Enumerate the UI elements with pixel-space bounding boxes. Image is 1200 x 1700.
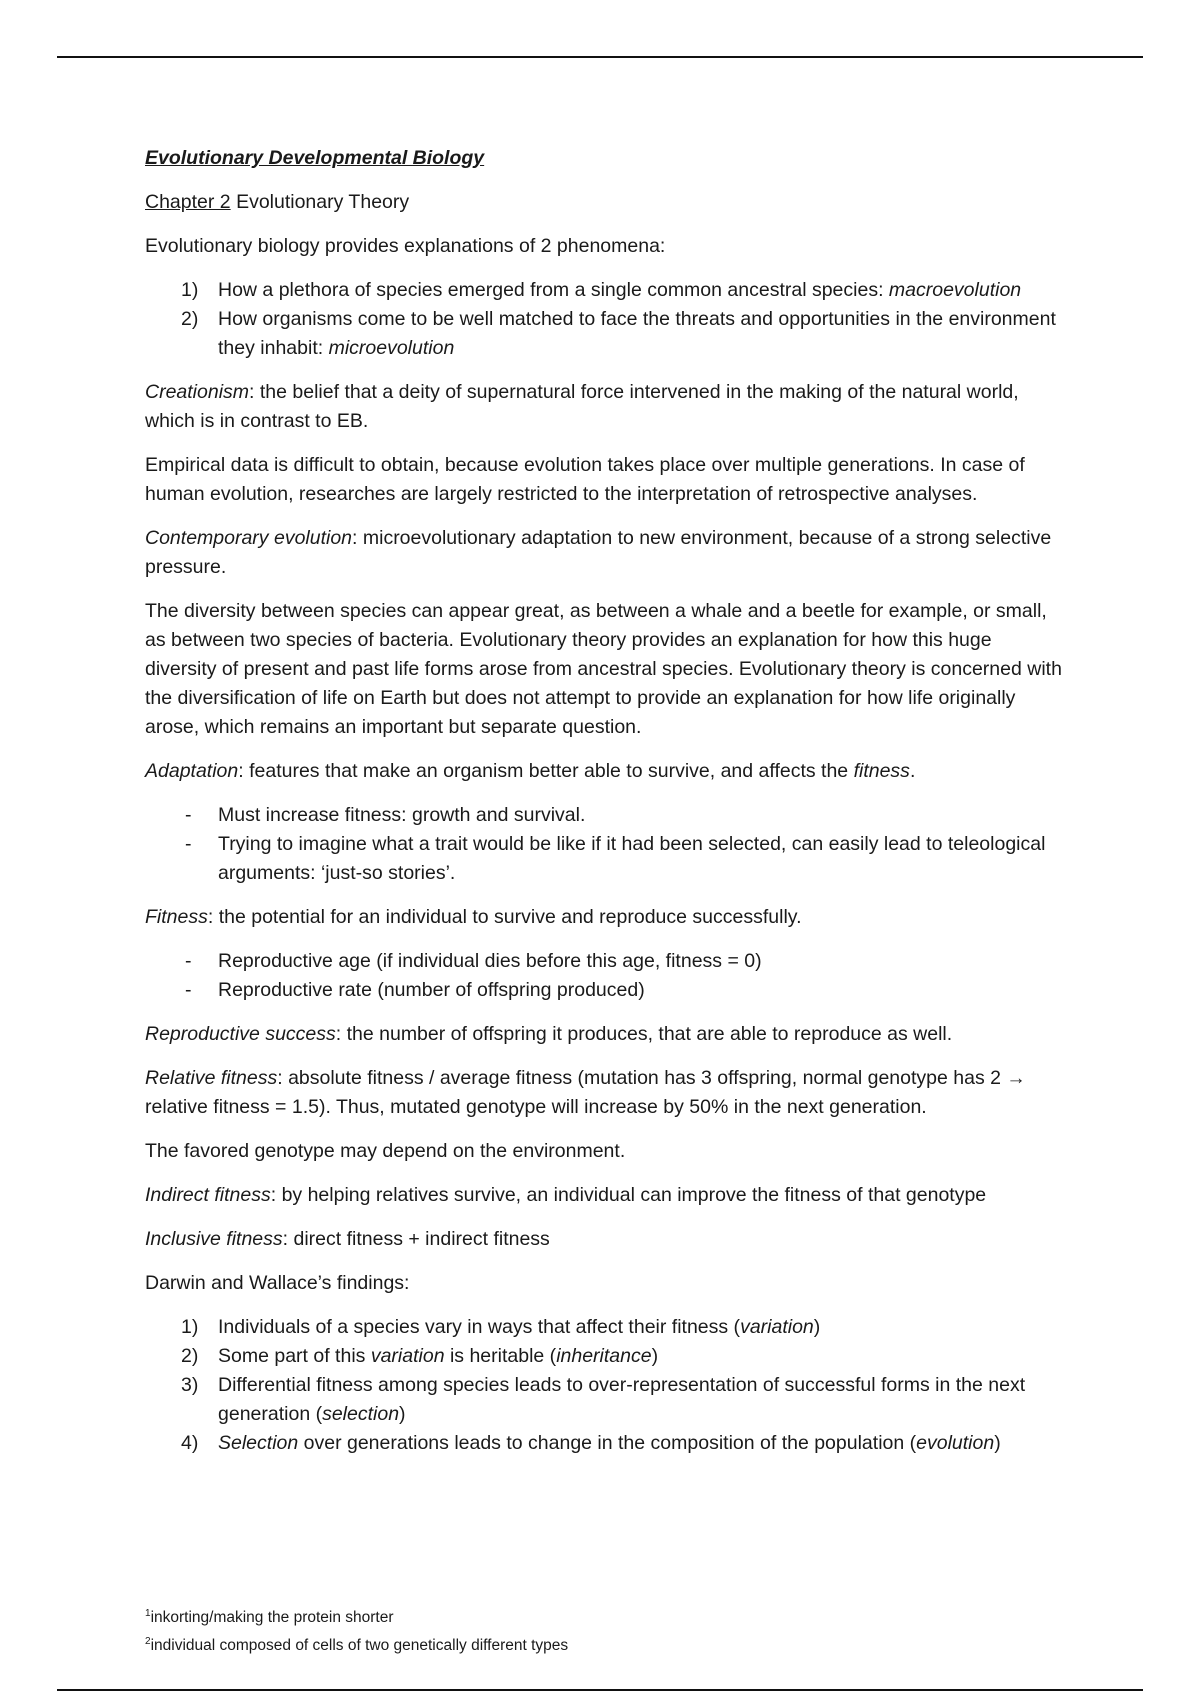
phenomena-list xyxy=(145,276,1065,363)
favored-paragraph: The favored genotype may depend on the environment. xyxy=(145,1140,626,1162)
findings-list xyxy=(145,1313,1065,1458)
chapter-heading xyxy=(145,188,1065,217)
contemporary-paragraph: Contemporary evolution: microevolutionary adaptation to new environment, because of a strong selective pressure. xyxy=(145,527,1052,578)
fitness-paragraph: Fitness: the potential for an individual to survive and reproduce successfully. xyxy=(145,906,802,928)
list-item: 2) How organisms come to be well matched to face the threats and opportunities in the environment they inhabit: microevolution xyxy=(181,308,1056,359)
chapter-name: Evolutionary Theory xyxy=(236,191,410,213)
list-item: 1) How a plethora of species emerged from a single common ancestral species: macroevolution xyxy=(181,279,1022,301)
darwin-intro-paragraph: Darwin and Wallace’s findings: xyxy=(145,1272,410,1294)
header-rule xyxy=(57,56,1143,58)
footnotes xyxy=(145,1602,1045,1658)
chapter-label: Chapter 2 xyxy=(145,191,231,213)
list-item: - Must increase fitness: growth and survival. xyxy=(185,804,586,826)
document-title: Evolutionary Developmental Biology xyxy=(145,147,485,169)
list-item: - Trying to imagine what a trait would be like if it had been selected, can easily lead to teleological arguments: ‘just-so stories’. xyxy=(185,833,1046,884)
creationism-paragraph: Creationism: the belief that a deity of supernatural force intervened in the making of the natural world, which is in contrast to EB. xyxy=(145,381,1019,432)
list-item: 4) Selection over generations leads to change in the composition of the population (evolution) xyxy=(181,1432,1001,1454)
intro-paragraph: Evolutionary biology provides explanations of 2 phenomena: xyxy=(145,235,666,257)
footer-rule xyxy=(57,1689,1143,1691)
inclusive-fitness-paragraph: Inclusive fitness: direct fitness + indirect fitness xyxy=(145,1228,550,1250)
list-item: - Reproductive rate (number of offspring produced) xyxy=(185,979,645,1001)
empirical-paragraph: Empirical data is difficult to obtain, because evolution takes place over multiple generations. In case of human evolution, researches are largely restricted to the interpretation of retrospective analyses. xyxy=(145,454,1025,505)
footnote: $^2$individual composed of cells of two genetically different types xyxy=(145,1636,569,1654)
diversity-paragraph: The diversity between species can appear great, as between a whale and a beetle for example, or small, as between two species of bacteria. Evolutionary theory provides an explanation for how this huge diversity of present and past life forms arose from ancestral species. Evolutionary theory is concerned with the diversification of life on Earth but does not attempt to provide an explanation for how life originally arose, which remains an important but separate question. xyxy=(145,600,1062,738)
list-item: 1) Individuals of a species vary in ways that affect their fitness (variation) xyxy=(181,1316,821,1338)
reproductive-success-paragraph: Reproductive success: the number of offspring it produces, that are able to reproduce as well. xyxy=(145,1023,953,1045)
document-body xyxy=(145,144,1065,1473)
indirect-fitness-paragraph: Indirect fitness: by helping relatives survive, an individual can improve the fitness of that genotype xyxy=(145,1184,987,1206)
list-item: - Reproductive age (if individual dies before this age, fitness = 0) xyxy=(185,950,762,972)
list-item: 2) Some part of this variation is heritable (inheritance) xyxy=(181,1345,659,1367)
fitness-list xyxy=(145,947,1065,1005)
list-item: 3) Differential fitness among species leads to over-representation of successful forms in the next generation (selection) xyxy=(181,1374,1026,1425)
adaptation-list xyxy=(145,801,1065,888)
relative-fitness-paragraph: Relative fitness: absolute fitness / average fitness (mutation has 3 offspring, normal genotype has 2 → relative fitness = 1.5). Thus, mutated genotype will increase by 50% in the next generation. xyxy=(145,1067,1026,1118)
adaptation-paragraph: Adaptation: features that make an organism better able to survive, and affects the fitness. xyxy=(145,760,916,782)
footnote: $^1$inkorting/making the protein shorter xyxy=(145,1608,394,1626)
